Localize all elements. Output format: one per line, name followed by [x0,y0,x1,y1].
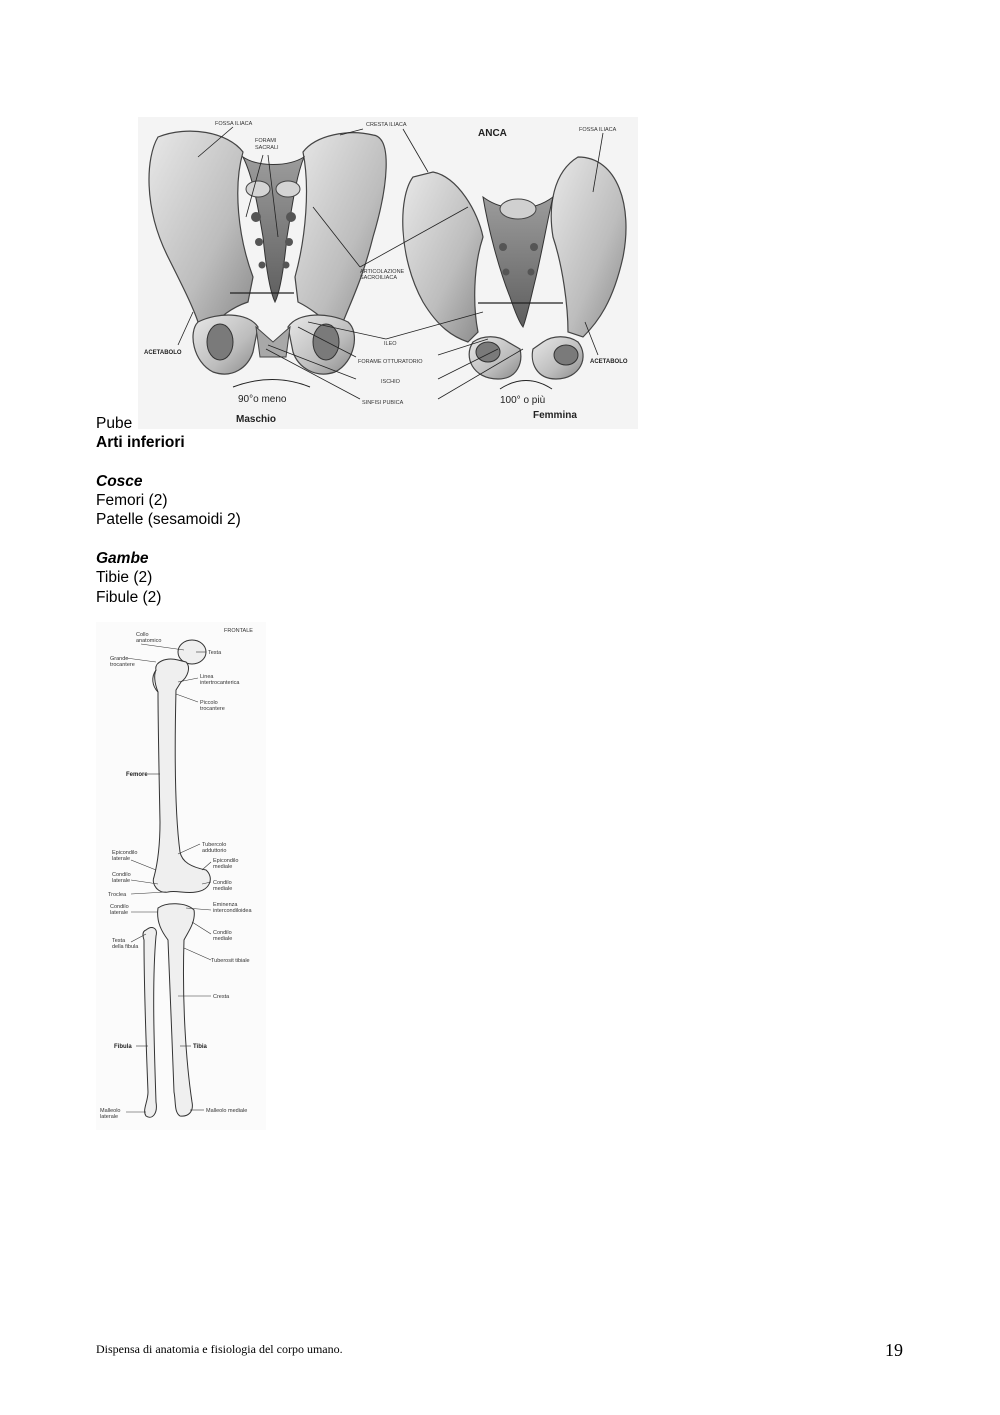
heading-arti-inferiori: Arti inferiori [96,434,185,451]
text-patelle: Patelle (sesamoidi 2) [96,511,241,528]
label-testa-fibula-2: della fibula [112,944,139,950]
label-piccolo-2: trocantere [200,706,225,712]
label-troclea: Troclea [108,892,127,898]
label-condilo-lat-1: Condilo [112,872,131,878]
label-fossa-iliaca-right: FOSSA ILIACA [579,127,617,133]
label-forami-sacrali-1: FORAMI [255,138,277,144]
label-malleolo-mediale: Malleolo mediale [206,1108,248,1114]
label-angle-female: 100° o più [500,395,546,406]
label-epicondilo-lat-1: Epicondilo [112,850,138,856]
label-piccolo-1: Piccolo [200,700,218,706]
label-tubercolo-2: adduttorio [202,848,227,854]
label-tubercolo-1: Tubercolo [202,842,227,848]
label-acetabolo-left: ACETABOLO [144,350,182,356]
label-condilo-med-t-2: mediale [213,936,233,942]
label-testa: Testa [208,650,222,656]
leg-bones-illustration [96,622,266,1130]
label-cresta: Cresta [213,994,230,1000]
label-epicondilo-med-2: mediale [213,864,233,870]
pelvis-illustration [138,117,638,429]
label-eminenza-1: Eminenza [213,902,238,908]
label-tuberosita-tibiale: Tuberosit tibiale [211,958,250,964]
label-ischio: ISCHIO [381,379,400,385]
label-articolazione-2: SACROILIACA [360,275,397,281]
label-linea-2: intertrocanterica [200,680,240,686]
label-grande-2: trocantere [110,662,135,668]
label-tibia: Tibia [193,1044,207,1050]
heading-cosce: Cosce [96,473,143,490]
label-testa-fibula-1: Testa [112,938,126,944]
label-grande-1: Grande [110,656,129,662]
label-condilo-lat-t-2: laterale [110,910,129,916]
label-articolazione-1: ARTICOLAZIONE [360,269,405,275]
label-collo-2: anatomico [136,638,162,644]
text-femori: Femori (2) [96,492,168,509]
label-forame-otturatorio: FORAME OTTURATORIO [358,359,423,365]
label-condilo-med-t-1: Condilo [213,930,232,936]
label-collo-1: Collo [136,632,149,638]
label-linea-1: Linea [200,674,214,680]
label-epicondilo-med-1: Epicondilo [213,858,239,864]
label-condilo-med-1: Condilo [213,880,232,886]
label-anca: ANCA [478,128,507,139]
footer-text: Dispensa di anatomia e fisiologia del corpo umano. [96,1342,343,1356]
label-condilo-med-2: mediale [213,886,233,892]
label-femmina: Femmina [533,410,577,421]
label-cresta-iliaca: CRESTA ILIACA [366,122,407,128]
text-tibie: Tibie (2) [96,569,153,586]
label-malleolo-lat-2: laterale [100,1114,119,1120]
text-fibule: Fibule (2) [96,589,162,606]
label-fossa-iliaca-left: FOSSA ILIACA [215,121,253,127]
page-number: 19 [885,1340,903,1360]
heading-gambe: Gambe [96,550,149,567]
label-condilo-lat-t-1: Condilo [110,904,129,910]
label-acetabolo-right: ACETABOLO [590,359,628,365]
label-sinfisi-pubica: SINFISI PUBICA [362,400,404,406]
label-frontale: FRONTALE [224,628,253,634]
label-angle-male: 90°o meno [238,394,287,405]
label-ileo: ILEO [384,341,397,347]
label-malleolo-lat-1: Malleolo [100,1108,121,1114]
label-forami-sacrali-2: SACRALI [255,145,279,151]
label-condilo-lat-2: laterale [112,878,131,884]
label-maschio: Maschio [236,414,277,425]
label-epicondilo-lat-2: laterale [112,856,131,862]
text-pube: Pube [96,415,133,432]
label-eminenza-2: intercondiloidea [213,908,252,914]
label-fibula: Fibula [114,1044,132,1050]
label-femore: Femore [126,772,148,778]
